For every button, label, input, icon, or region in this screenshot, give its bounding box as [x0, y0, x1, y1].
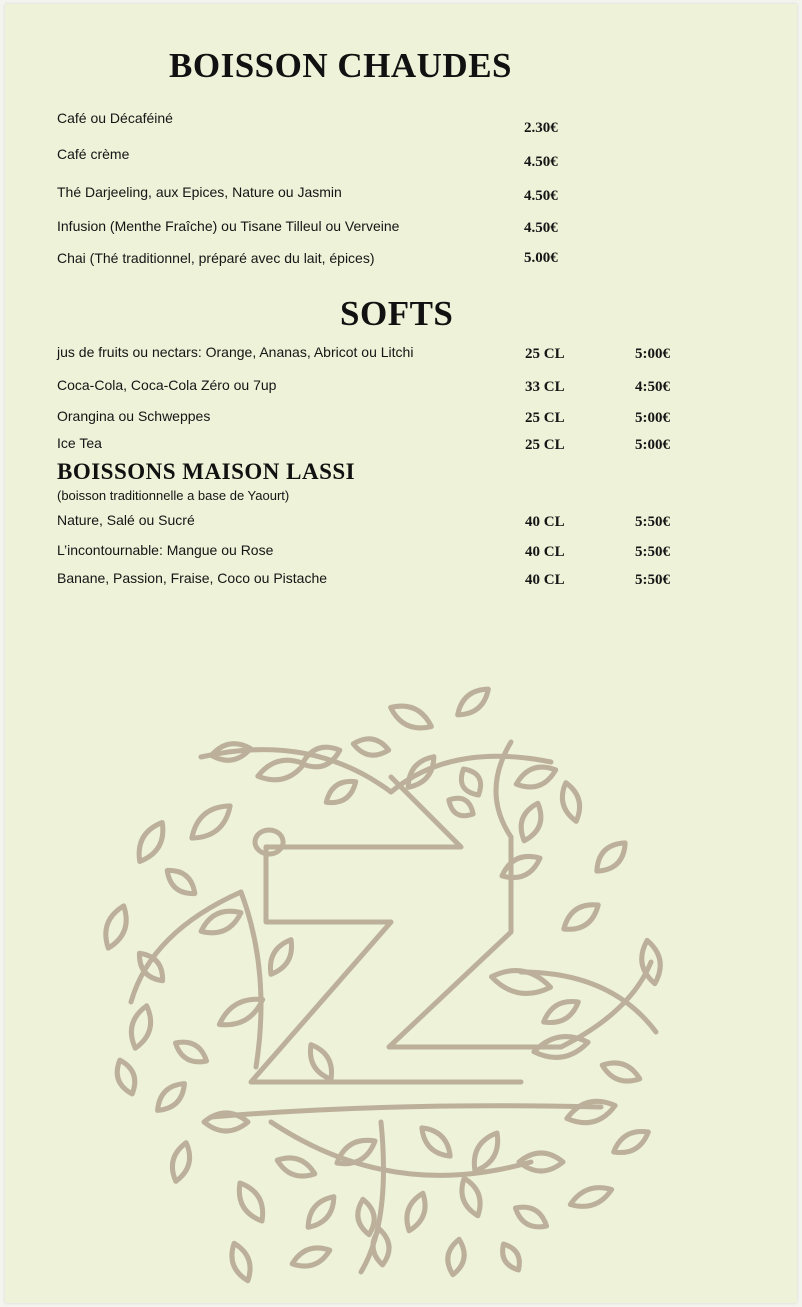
leaf-shape	[511, 1201, 550, 1233]
leaf-shape	[456, 765, 487, 800]
item-price: 5:50€	[635, 544, 670, 560]
item-name: L’incontournable: Mangue ou Rose	[57, 542, 274, 558]
item-name: Banane, Passion, Fraise, Coco ou Pistache	[57, 570, 328, 586]
item-volume: 40 CL	[525, 572, 565, 588]
leaf-shape	[540, 995, 583, 1029]
leaf-shape	[497, 1241, 524, 1274]
leaf-shape	[355, 1198, 377, 1236]
item-name: Nature, Salé ou Sucré	[57, 512, 195, 528]
menu-item	[5, 110, 797, 134]
item-price: 5:00€	[635, 437, 670, 453]
leaf-shape	[112, 1057, 139, 1096]
item-volume: 25 CL	[525, 437, 565, 453]
menu-page	[5, 4, 797, 1303]
leaf-shape	[558, 781, 584, 824]
leaf-shape	[168, 1141, 194, 1184]
leaf-shape	[453, 683, 494, 721]
item-name: Orangina ou Schweppes	[57, 408, 211, 424]
menu-item	[5, 435, 797, 459]
menu-item	[5, 184, 797, 208]
item-price: 4.50€	[524, 220, 558, 236]
menu-item	[5, 512, 797, 536]
leaf-shape	[590, 836, 631, 877]
leaf-shape	[352, 736, 390, 758]
leaf-shape	[498, 850, 544, 884]
leaf-shape	[304, 1041, 338, 1084]
item-name: Chai (Thé traditionnel, préparé avec du lait, épices)	[57, 250, 375, 266]
item-price: 5:50€	[635, 572, 670, 588]
leaf-shape	[132, 818, 170, 866]
item-name: Ice Tea	[57, 435, 102, 451]
lassi-subtitle: (boisson traditionnelle a base de Yaourt)	[57, 488, 290, 503]
menu-item	[5, 146, 797, 170]
leaf-shape	[559, 898, 604, 937]
leaf-shape	[255, 755, 306, 785]
item-name: Coca-Cola, Coca-Cola Zéro ou 7up	[57, 377, 277, 393]
item-name: Infusion (Menthe Fraîche) ou Tisane Tilleul ou Verveine	[57, 218, 400, 234]
menu-item	[5, 542, 797, 566]
item-price: 4:50€	[635, 379, 670, 395]
menu-item	[5, 408, 797, 432]
leaf-shape	[416, 1122, 456, 1162]
item-price: 5:50€	[635, 514, 670, 530]
leaf-shape	[322, 775, 361, 809]
leaf-shape	[227, 1240, 256, 1283]
leaf-shape	[171, 1036, 210, 1068]
item-name: Café crème	[57, 146, 130, 162]
leaf-shape	[264, 936, 298, 979]
leaf-shape	[568, 1182, 615, 1212]
item-volume: 25 CL	[525, 410, 565, 426]
leaf-shape	[232, 1178, 270, 1225]
menu-item	[5, 218, 797, 242]
menu-item	[5, 344, 797, 368]
menu-item	[5, 570, 797, 594]
leaf-shape	[457, 1175, 486, 1218]
item-volume: 33 CL	[525, 379, 565, 395]
leaf-shape	[127, 1003, 156, 1050]
leaf-shape	[564, 1096, 617, 1128]
leaf-shape	[274, 1153, 317, 1182]
leaf-shape	[513, 761, 559, 792]
item-volume: 25 CL	[525, 346, 565, 362]
leaf-shape	[185, 798, 236, 845]
item-name: Thé Darjeeling, aux Epices, Nature ou Jasmin	[57, 184, 342, 200]
lassi-title: BOISSONS MAISON LASSI	[57, 459, 356, 484]
leaf-shape	[371, 1228, 390, 1265]
item-name: Café ou Décaféiné	[57, 110, 173, 126]
leaf-shape	[445, 1238, 467, 1276]
hot-drinks-title: BOISSON CHAUDES	[169, 46, 513, 85]
menu-item	[5, 377, 797, 401]
item-price: 5:00€	[635, 410, 670, 426]
leaf-shape	[302, 1192, 340, 1233]
leaf-shape	[445, 793, 477, 821]
item-price: 2.30€	[524, 120, 558, 136]
leaf-shape	[387, 699, 435, 734]
leaf-shape	[402, 1190, 431, 1233]
leaf-shape	[100, 903, 132, 951]
leaf-shape	[516, 800, 547, 844]
item-price: 5:00€	[635, 346, 670, 362]
item-name: jus de fruits ou nectars: Orange, Ananas, Abricot ou Litchi	[57, 344, 414, 360]
leaf-shape	[152, 1078, 190, 1116]
leaf-wreath-z-logo-icon	[91, 682, 691, 1292]
leaf-shape	[599, 1058, 642, 1087]
leaf-shape	[162, 864, 200, 899]
item-volume: 40 CL	[525, 544, 565, 560]
item-price: 5.00€	[524, 250, 558, 266]
menu-item	[5, 250, 797, 274]
leaf-shape	[610, 1125, 653, 1159]
leaf-shape	[289, 1243, 332, 1272]
item-price: 4.50€	[524, 188, 558, 204]
item-price: 4.50€	[524, 154, 558, 170]
item-volume: 40 CL	[525, 514, 565, 530]
softs-title: SOFTS	[340, 294, 454, 333]
